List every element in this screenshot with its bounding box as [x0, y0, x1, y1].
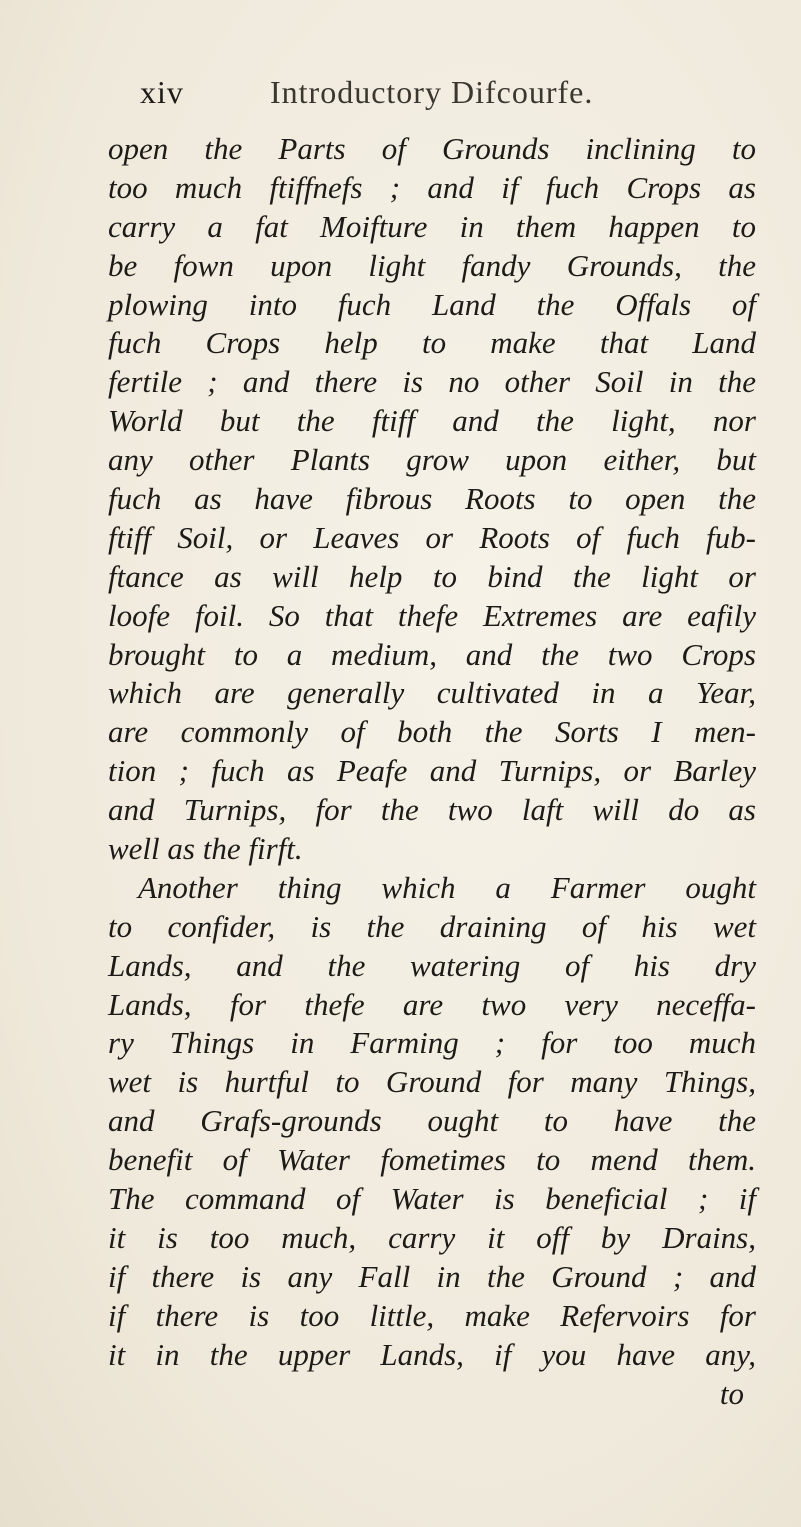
text-line: tion ; fuch as Peafe and Turnips, or Barley [108, 753, 756, 789]
running-head [140, 74, 740, 118]
text-line: too much ftiffnefs ; and if fuch Crops as [108, 169, 756, 205]
text-line: and Turnips, for the two laft will do as [108, 792, 756, 828]
text-line: benefit of Water fometimes to mend them. [108, 1142, 756, 1178]
text-line: if there is too little, make Refervoirs for [108, 1297, 756, 1333]
text-line: loofe foil. So that thefe Extremes are eafily [108, 597, 756, 633]
text-line: wet is hurtful to Ground for many Things, [108, 1064, 756, 1100]
text-line: fuch as have fibrous Roots to open the [108, 481, 756, 517]
text-line: and Grafs-grounds ought to have the [108, 1103, 756, 1139]
text-line: open the Parts of Grounds inclining to [108, 131, 756, 166]
text-line: be fown upon light fandy Grounds, the [108, 247, 756, 283]
text-line: which are generally cultivated in a Year, [108, 675, 756, 711]
text-line: brought to a medium, and the two Crops [108, 636, 756, 672]
text-line: if there is any Fall in the Ground ; and [108, 1258, 756, 1294]
text-line: it in the upper Lands, if you have any, [108, 1336, 756, 1372]
text-line: to confider, is the draining of his wet [108, 908, 756, 944]
text-line: ry Things in Farming ; for too much [108, 1025, 756, 1061]
text-line: it is too much, carry it off by Drains, [108, 1219, 756, 1255]
text-line: fertile ; and there is no other Soil in the [108, 364, 756, 400]
body-text [108, 130, 756, 1413]
text-line: well as the firft. [108, 831, 303, 867]
text-line: plowing into fuch Land the Offals of [108, 286, 756, 322]
text-line: ftance as will help to bind the light or [108, 558, 756, 594]
text-line: any other Plants grow upon either, but [108, 442, 756, 478]
page-number: xiv [140, 74, 184, 110]
text-line: ftiff Soil, or Leaves or Roots of fuch fub- [108, 519, 756, 555]
text-line: carry a fat Moifture in them happen to [108, 208, 756, 244]
text-line: fuch Crops help to make that Land [108, 325, 756, 361]
running-title: Introductory Difcourfe. [270, 74, 594, 110]
text-line: are commonly of both the Sorts I men- [108, 714, 756, 750]
text-line: Lands, for thefe are two very neceffa- [108, 986, 756, 1022]
paragraph-start-line: Another thing which a Farmer ought [138, 869, 756, 905]
text-line: The command of Water is beneficial ; if [108, 1181, 756, 1217]
text-line: Lands, and the watering of his dry [108, 947, 756, 983]
text-line: World but the ftiff and the light, nor [108, 403, 756, 439]
catchword: to [719, 1375, 744, 1411]
